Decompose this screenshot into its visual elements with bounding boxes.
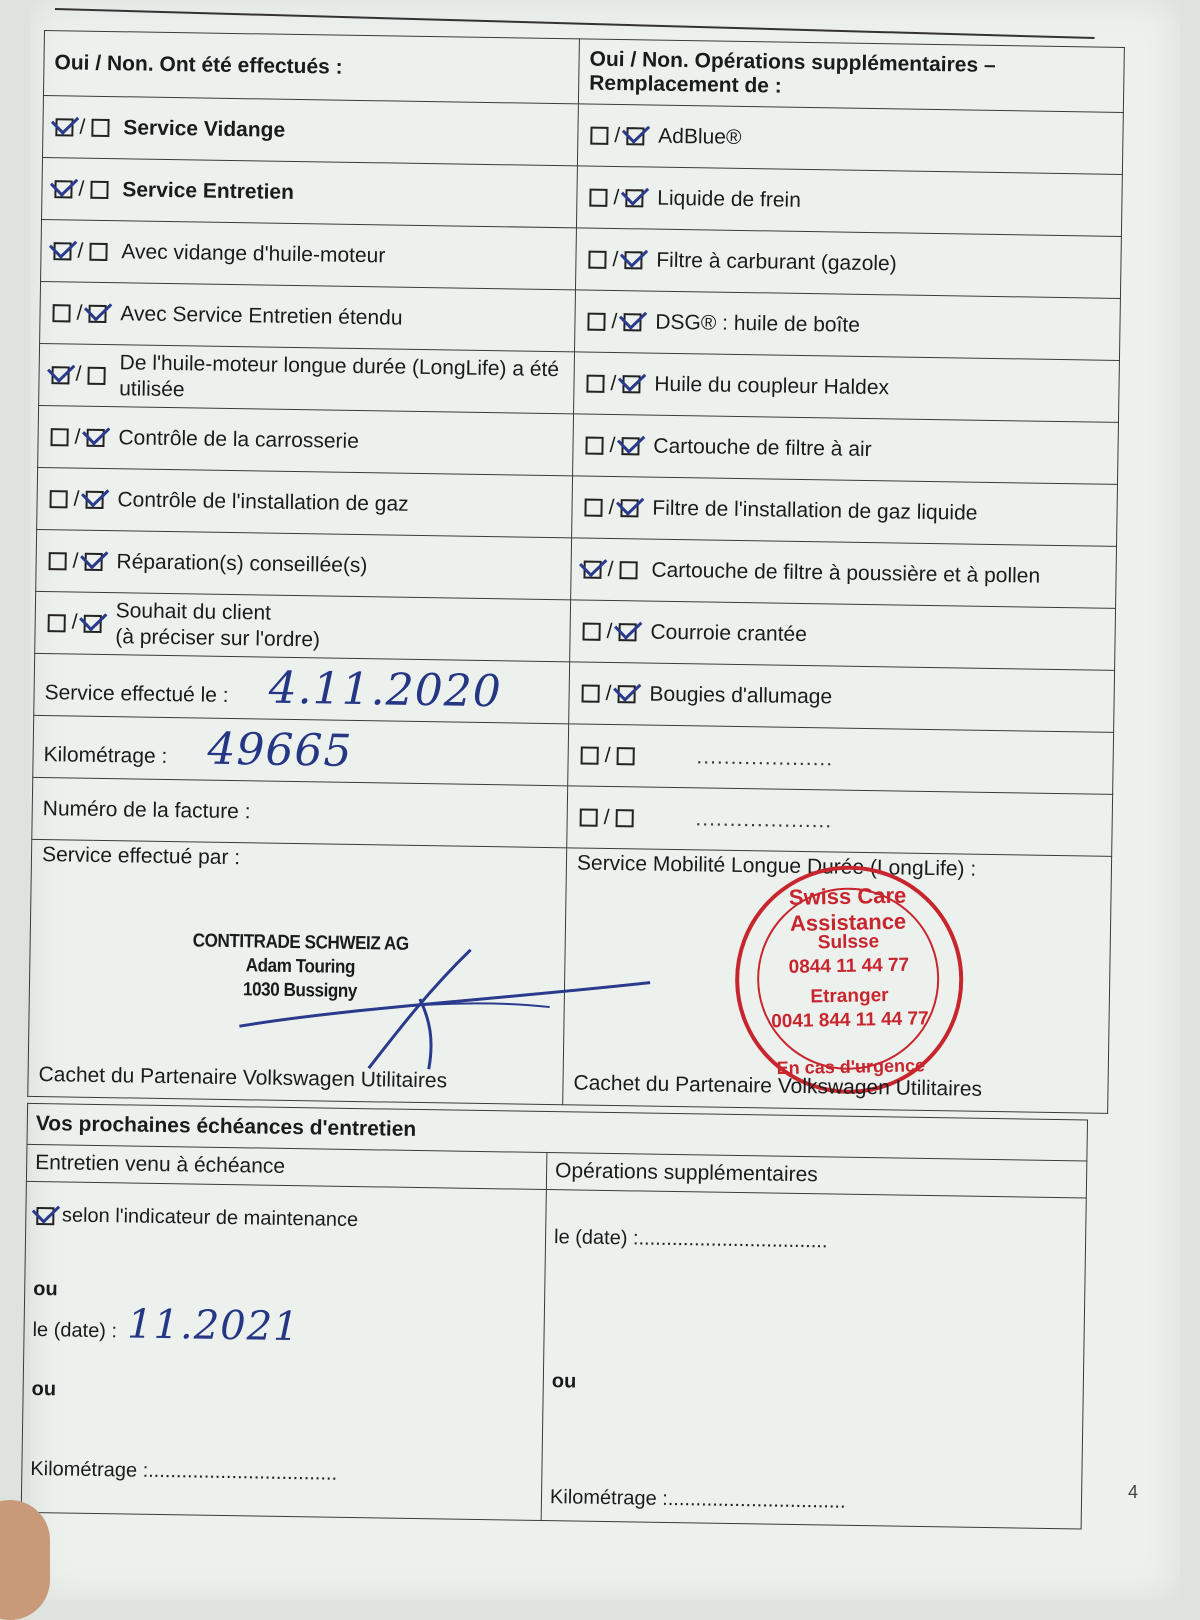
indicator-checkbox[interactable]	[36, 1207, 54, 1225]
blank-line[interactable]: ....................	[695, 806, 833, 832]
service-date-value[interactable]: 4.11.2020	[268, 662, 503, 718]
partner-line2: Adam Touring	[245, 955, 356, 978]
checkbox-non[interactable]	[83, 614, 101, 632]
performed-by-cell	[28, 839, 567, 1104]
due-left-head: Entretien venu à échéance	[26, 1144, 547, 1189]
checkbox-oui[interactable]	[587, 313, 605, 331]
right-item-2: / Filtre à carburant (gazole)	[575, 228, 1121, 299]
checkbox-non[interactable]	[87, 366, 105, 384]
thumb	[0, 1500, 50, 1620]
checkbox-oui[interactable]	[52, 304, 70, 322]
checkbox-non[interactable]	[624, 251, 642, 269]
right-item-1: / Liquide de frein	[576, 166, 1122, 237]
left-item-0: / Service Vidange	[42, 95, 578, 165]
checkbox-non[interactable]	[616, 747, 634, 765]
next-due-section	[21, 1103, 1107, 1530]
longlife-label: Service Mobilité Longue Durée (LongLife) :	[576, 851, 977, 881]
assistance-title: Swiss Care Assistance	[788, 882, 907, 936]
assistance-line4: 0041 844 11 44 77	[771, 1008, 929, 1033]
performed-by-label: Service effectué par :	[41, 843, 241, 870]
next-date-label: le (date) :	[32, 1318, 118, 1343]
next-date-value[interactable]: 11.2021	[126, 1301, 300, 1351]
right-item-10: / ....................	[568, 724, 1114, 795]
checkbox-oui[interactable]	[55, 118, 73, 136]
right-km-label[interactable]: Kilométrage :................................	[549, 1486, 846, 1513]
due-right-head: Opérations supplémentaires	[546, 1153, 1087, 1198]
checkbox-non[interactable]	[88, 305, 106, 323]
invoice-label: Numéro de la facture :	[42, 796, 251, 823]
indicator-label: selon l'indicateur de maintenance	[61, 1204, 359, 1232]
service-record-page	[21, 30, 1124, 1530]
stamp-label-right: Cachet du Partenaire Volkswagen Utilitaires	[573, 1071, 983, 1101]
checkbox-oui[interactable]	[585, 437, 603, 455]
checkbox-oui[interactable]	[582, 622, 600, 640]
left-item-2: / Avec vidange d'huile-moteur	[41, 219, 577, 289]
checkbox-non[interactable]	[625, 189, 643, 207]
partner-name: CONTITRADE SCHWEIZ AG	[192, 930, 409, 955]
longlife-cell	[563, 848, 1112, 1114]
mileage-value[interactable]: 49665	[207, 723, 353, 777]
assistance-stamp	[733, 864, 965, 1096]
mileage-cell	[33, 715, 569, 785]
checkbox-oui[interactable]	[51, 366, 69, 384]
right-item-5: / Cartouche de filtre à air	[573, 414, 1119, 485]
page-number: 4	[1127, 1482, 1138, 1502]
checkbox-non[interactable]	[615, 809, 633, 827]
checkbox-oui[interactable]	[49, 552, 67, 570]
checkbox-oui[interactable]	[580, 808, 598, 826]
right-item-6: / Filtre de l'installation de gaz liquide	[572, 476, 1118, 547]
mileage-label: Kilométrage :	[43, 743, 168, 769]
checkbox-oui[interactable]	[586, 375, 604, 393]
service-date-cell	[34, 653, 570, 723]
ou-1: ou	[33, 1277, 58, 1301]
left-item-8: / Souhait du client (à préciser sur l'ordre)	[35, 591, 571, 661]
stamp-label-left: Cachet du Partenaire Volkswagen Utilitaires	[38, 1063, 448, 1093]
assistance-line1: Sulsse	[817, 931, 880, 954]
checkbox-oui[interactable]	[584, 499, 602, 517]
checkbox-non[interactable]	[620, 499, 638, 517]
checkbox-oui[interactable]	[48, 614, 66, 632]
service-table	[27, 30, 1125, 1114]
checkbox-non[interactable]	[90, 181, 108, 199]
right-item-0: / AdBlue®	[577, 104, 1123, 175]
checkbox-non[interactable]	[621, 437, 639, 455]
client-wish-line2: (à préciser sur l'ordre)	[115, 624, 321, 651]
checkbox-oui[interactable]	[588, 251, 606, 269]
left-item-1: / Service Entretien	[42, 157, 578, 227]
invoice-cell	[32, 777, 568, 847]
checkbox-oui[interactable]	[590, 127, 608, 145]
header-right: Oui / Non. Opérations supplémentaires – Remplacement de :	[578, 39, 1124, 113]
right-item-7: / Cartouche de filtre à poussière et à pollen	[571, 538, 1117, 609]
right-date-label[interactable]: le (date) :..................................	[553, 1226, 828, 1253]
checkbox-oui[interactable]	[582, 684, 600, 702]
checkbox-non[interactable]	[89, 243, 107, 261]
right-item-11: / ....................	[567, 786, 1113, 857]
checkbox-non[interactable]	[618, 623, 636, 641]
client-wish-line1: Souhait du client	[115, 598, 272, 625]
service-date-label: Service effectué le :	[44, 681, 229, 707]
right-item-3: / DSG® : huile de boîte	[575, 290, 1121, 361]
right-item-8: / Courroie crantée	[570, 600, 1116, 671]
right-item-4: / Huile du coupleur Haldex	[574, 352, 1120, 423]
left-item-6: / Contrôle de l'installation de gaz	[37, 467, 573, 537]
due-right-body	[541, 1190, 1086, 1529]
checkbox-non[interactable]	[622, 375, 640, 393]
header-left: Oui / Non. Ont été effectués :	[43, 31, 579, 104]
next-km-dots[interactable]: ..................................	[148, 1459, 338, 1485]
ou-2: ou	[31, 1377, 57, 1401]
checkbox-oui[interactable]	[589, 189, 607, 207]
next-due-table	[21, 1103, 1088, 1530]
ou-3: ou	[551, 1370, 577, 1393]
checkbox-oui[interactable]	[53, 242, 71, 260]
checkbox-non[interactable]	[617, 685, 635, 703]
checkbox-oui[interactable]	[49, 490, 67, 508]
blank-line[interactable]: ....................	[696, 744, 834, 770]
checkbox-non[interactable]	[85, 491, 103, 509]
left-item-4: / De l'huile-moteur longue durée (LongLife) a été utilisée	[39, 343, 575, 413]
checkbox-non[interactable]	[86, 429, 104, 447]
right-item-9: / Bougies d'allumage	[569, 662, 1115, 733]
partner-city: 1030 Bussigny	[242, 979, 358, 1003]
assistance-line2: 0844 11 44 77	[788, 954, 910, 978]
checkbox-oui[interactable]	[54, 180, 72, 198]
left-item-5: / Contrôle de la carrosserie	[38, 405, 574, 475]
checkbox-oui[interactable]	[50, 428, 68, 446]
checkbox-non[interactable]	[91, 119, 109, 137]
assistance-line3: Etranger	[810, 985, 889, 1008]
checkbox-oui[interactable]	[583, 560, 601, 578]
checkbox-non[interactable]	[626, 127, 644, 145]
checkbox-non[interactable]	[84, 553, 102, 571]
checkbox-non[interactable]	[623, 313, 641, 331]
next-due-title: Vos prochaines échéances d'entretien	[27, 1103, 1088, 1161]
left-item-7: / Réparation(s) conseillée(s)	[36, 529, 572, 599]
assistance-bottom: En cas d'urgence	[776, 1055, 926, 1079]
checkbox-non[interactable]	[619, 561, 637, 579]
left-item-3: / Avec Service Entretien étendu	[40, 281, 576, 351]
next-km-label: Kilométrage :	[30, 1457, 149, 1482]
checkbox-oui[interactable]	[581, 746, 599, 764]
due-left-body	[21, 1181, 546, 1520]
